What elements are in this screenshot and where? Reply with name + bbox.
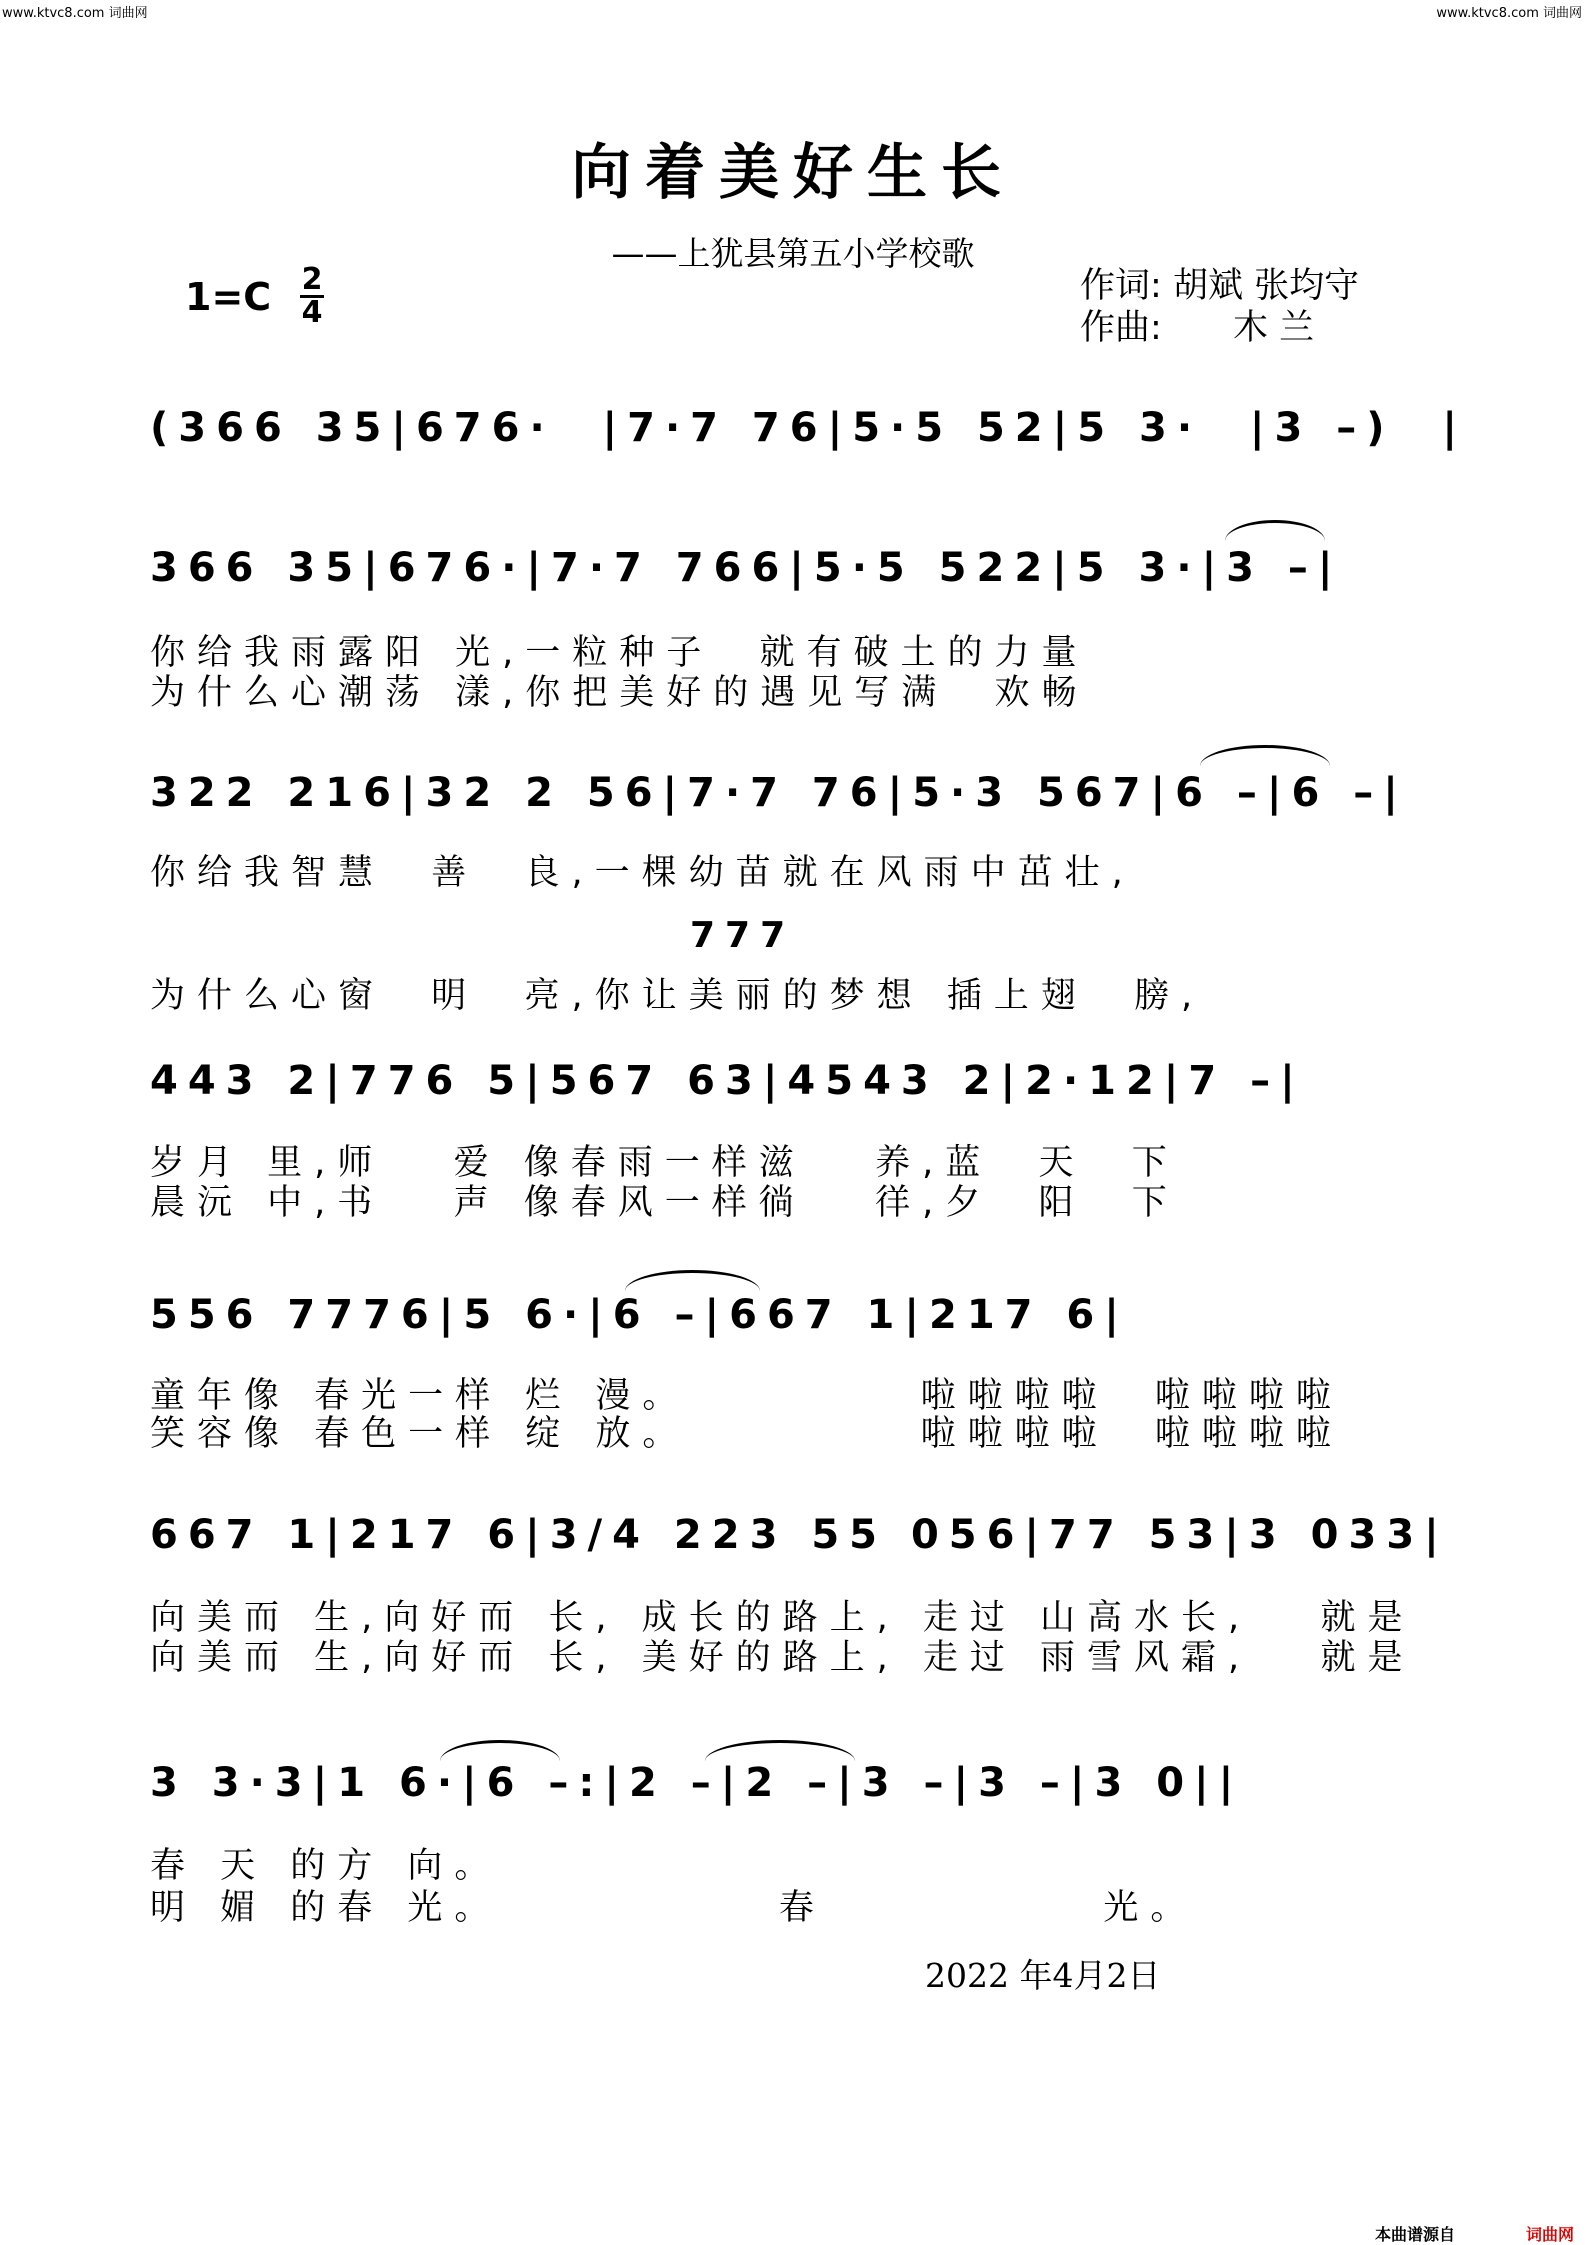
time-signature-top: 2 [301, 262, 323, 297]
lyric-line-8: 笑容像 春色一样 绽 放。 啦啦啦啦 啦啦啦啦 [150, 1414, 1343, 1454]
watermark-right: www.ktvc8.com 词曲网 [1436, 6, 1582, 21]
lyric-line-6: 晨沅 中,书 声 像春风一样徜 徉,夕 阳 下 [150, 1183, 1179, 1223]
song-title: 向着美好生长 [571, 138, 1015, 208]
lyricist-name: 胡斌 张均守 [1172, 266, 1360, 306]
notation-line-6: 667 1|217 6|3/4 223 55 056|77 53|3 033| [150, 1512, 1449, 1558]
composer-credit [1080, 300, 1314, 350]
lyric-line-4: 为什么心窗 明 亮,你让美丽的梦想 插上翅 膀, [150, 976, 1205, 1016]
notation-line-1: (366 35|676· |7·7 76|5·5 52|5 3· |3 –) | [150, 405, 1467, 451]
lyric-line-10: 向美而 生,向好而 长, 美好的路上, 走过 雨雪风霜, 就是 [150, 1638, 1415, 1678]
watermark-left: www.ktvc8.com 词曲网 [2, 6, 148, 21]
slur-mark [1225, 520, 1325, 541]
composer-name: 木 兰 [1232, 308, 1315, 348]
lyric-line-2: 为什么心潮荡 漾,你把美好的遇见写满 欢畅 [150, 673, 1089, 713]
slur-mark [1200, 745, 1330, 766]
lyric-line-9: 向美而 生,向好而 长, 成长的路上, 走过 山高水长, 就是 [150, 1598, 1415, 1638]
date: 2022 年4月2日 [925, 1956, 1161, 1995]
lyricist-label: 作词: [1080, 266, 1162, 306]
song-subtitle: ——上犹县第五小学校歌 [611, 234, 975, 273]
slur-mark [625, 1270, 760, 1291]
lyric-line-1: 你给我雨露阳 光,一粒种子 就有破土的力量 [150, 633, 1089, 673]
notation-line-3: 322 216|32 2 56|7·7 76|5·3 567|6 –|6 –| [150, 770, 1408, 816]
slur-mark [705, 1740, 855, 1761]
notation-alt-notes: 777 [690, 915, 796, 956]
lyric-line-11: 春 天 的方 向。 [150, 1846, 502, 1886]
time-signature-bottom: 4 [301, 295, 323, 330]
footer-site-logo: 词曲网 [1526, 2225, 1575, 2244]
lyric-line-7: 童年像 春光一样 烂 漫。 啦啦啦啦 啦啦啦啦 [150, 1376, 1343, 1416]
composer-label: 作曲: [1080, 308, 1162, 348]
footer-source: 本曲谱源自 [1375, 2225, 1456, 2244]
key-signature [185, 262, 323, 330]
lyric-line-12: 明 媚 的春 光。 春 光。 [150, 1888, 1198, 1928]
lyric-line-5: 岁月 里,师 爱 像春雨一样滋 养,蓝 天 下 [150, 1143, 1179, 1183]
lyric-line-3: 你给我智慧 善 良,一棵幼苗就在风雨中茁壮, [150, 853, 1135, 893]
notation-line-4: 443 2|776 5|567 63|4543 2|2·12|7 –| [150, 1058, 1305, 1104]
notation-line-7: 3 3·3|1 6·|6 –:|2 –|2 –|3 –|3 –|3 0|| [150, 1760, 1244, 1806]
key-label: 1=C [185, 275, 272, 319]
notation-line-2: 366 35|676·|7·7 766|5·5 522|5 3·|3 –| [150, 545, 1343, 591]
slur-mark [440, 1740, 560, 1761]
time-signature [300, 262, 324, 330]
notation-line-5: 556 7776|5 6·|6 –|667 1|217 6| [150, 1292, 1129, 1338]
